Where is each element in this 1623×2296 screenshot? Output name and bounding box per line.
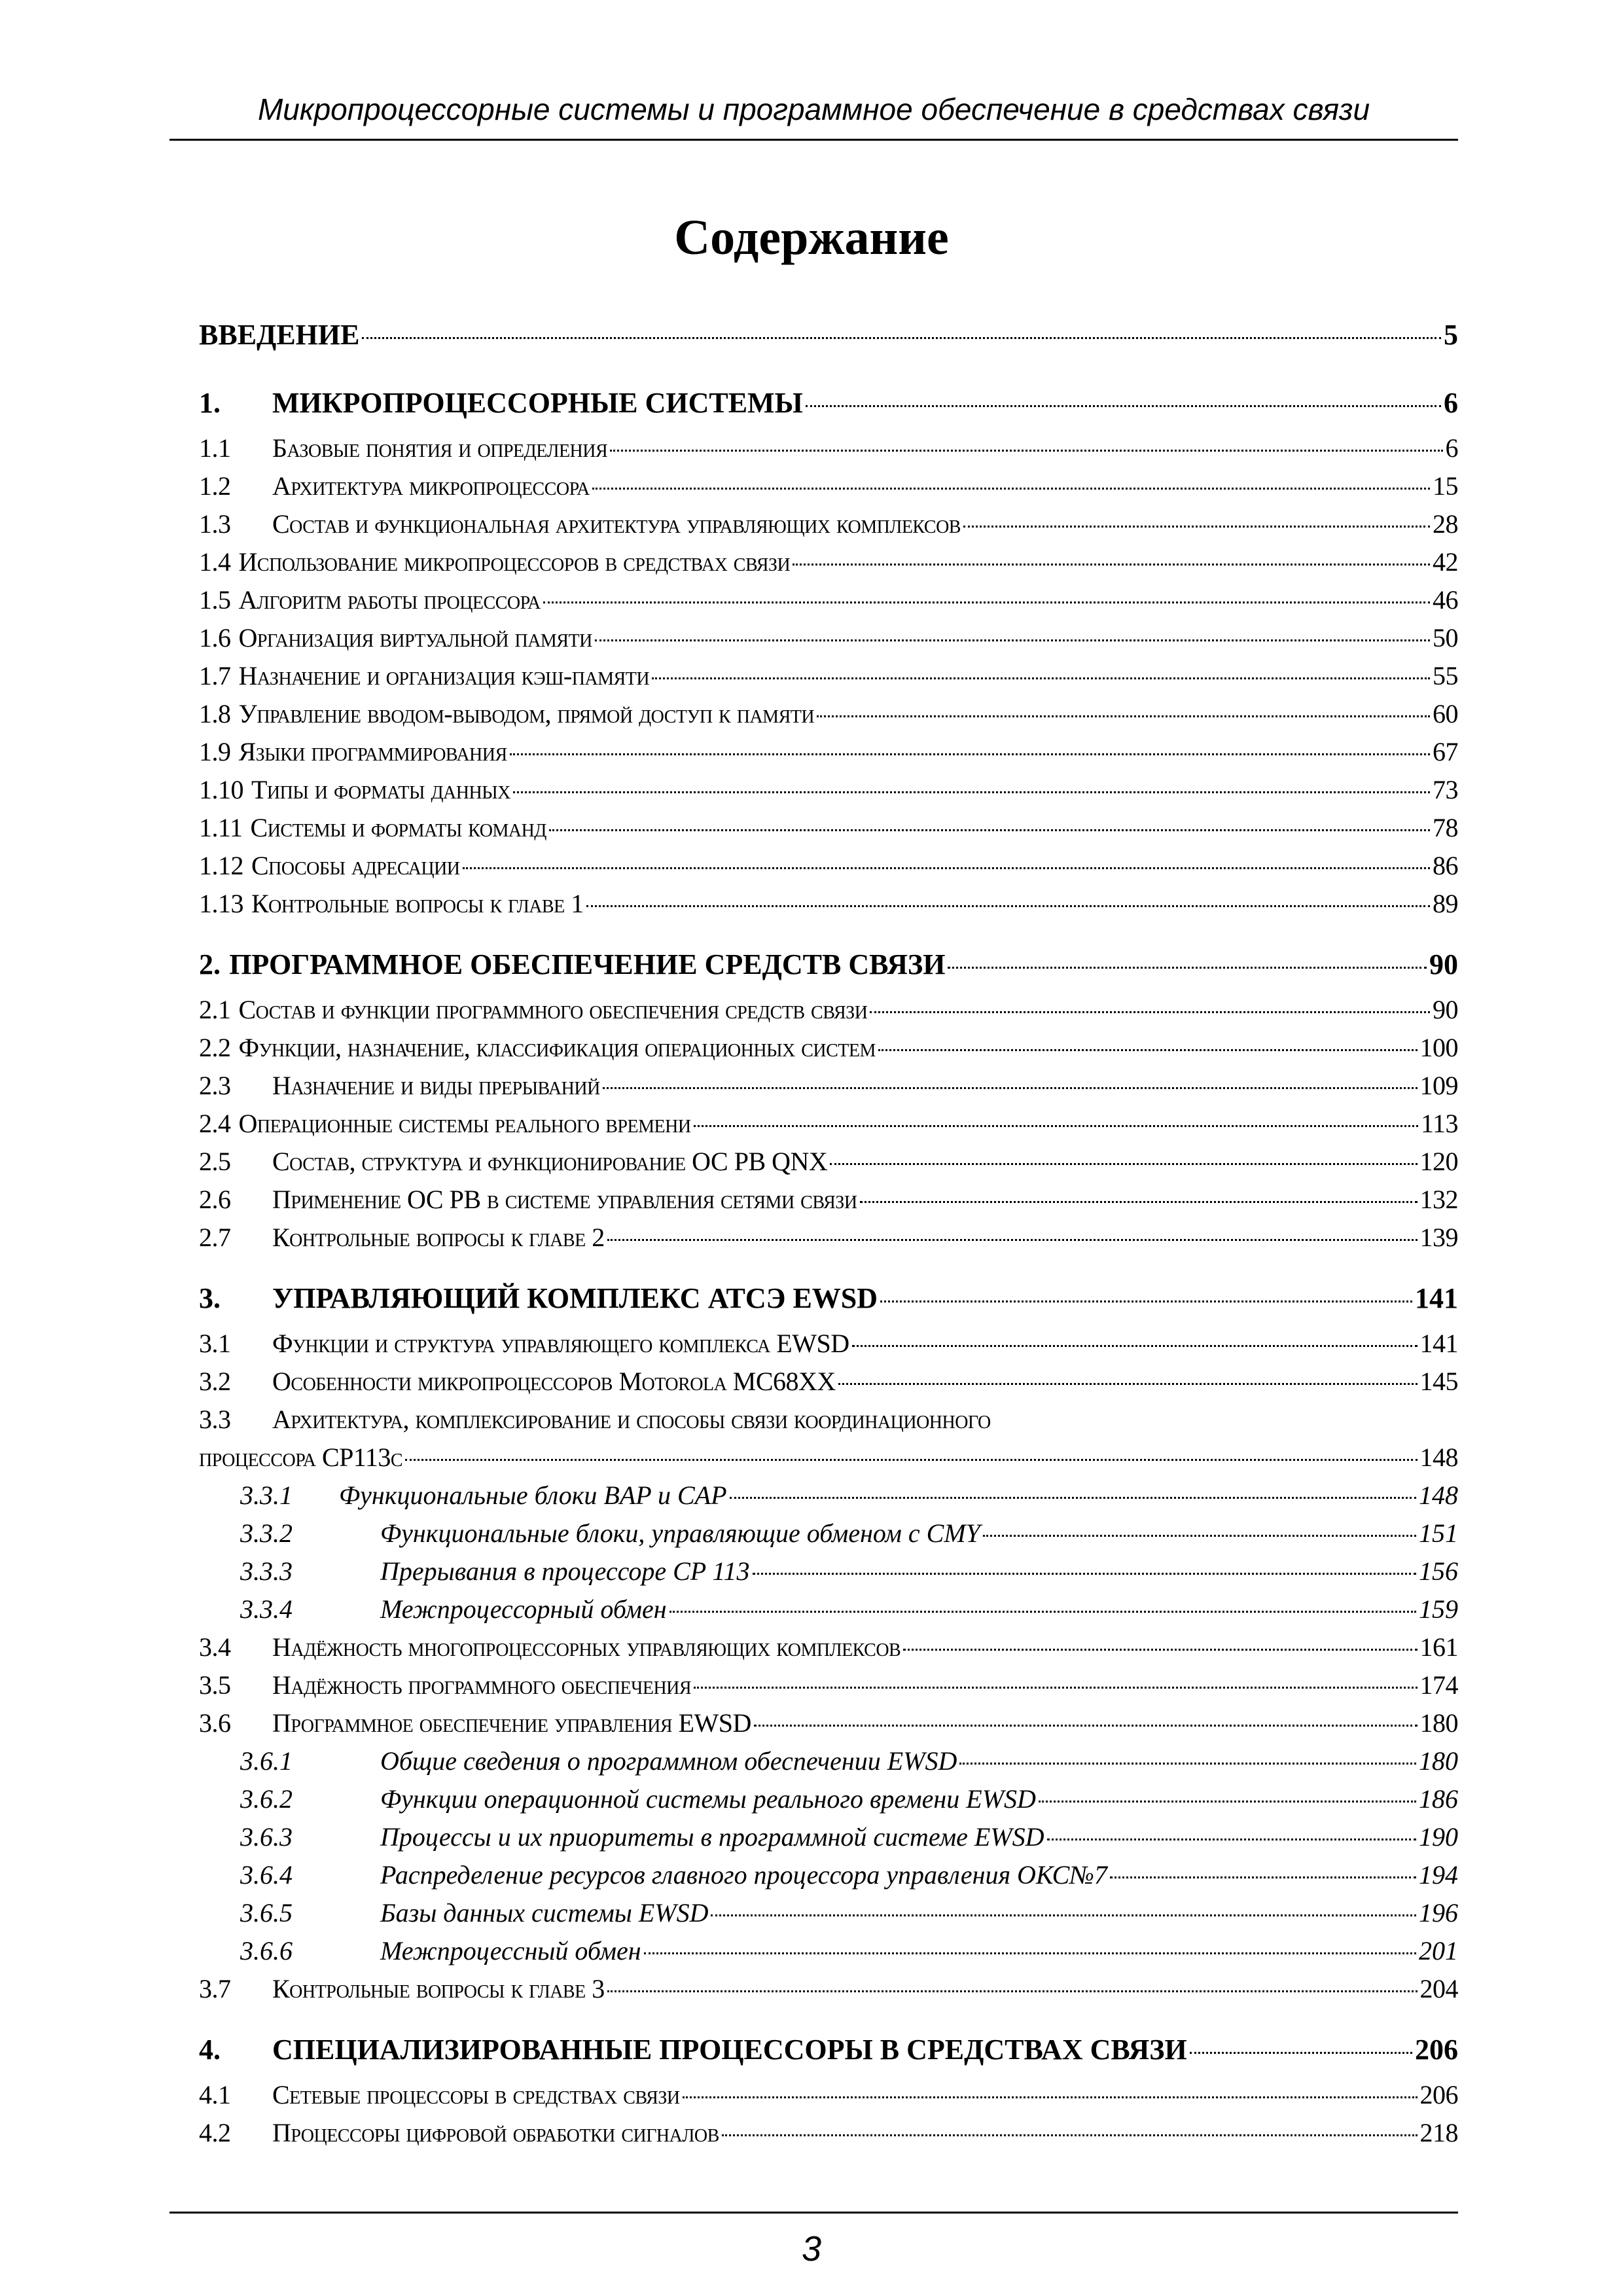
toc-entry[interactable] (199, 1552, 1458, 1590)
toc-entry-number: 3.6.1 (240, 1746, 293, 1776)
toc-entry-page: 60 (1433, 699, 1458, 728)
toc-entry[interactable] (199, 429, 1458, 467)
toc-entry-page: 113 (1420, 1109, 1458, 1138)
toc-entry-number: 3.2 (199, 1367, 231, 1396)
toc-entry-page: 86 (1433, 851, 1458, 880)
toc-entry[interactable] (199, 1363, 1458, 1401)
toc-entry-title: Общие сведения о программном обеспечении EWSD (380, 1746, 957, 1776)
toc-entry-page: 5 (1444, 319, 1458, 351)
toc-entry-page: 100 (1419, 1033, 1458, 1062)
toc-entry-number: 2.1 (199, 995, 231, 1024)
toc-entry-number: 2.7 (199, 1223, 231, 1252)
dot-leader (603, 1087, 1418, 1089)
dot-leader (963, 526, 1430, 528)
toc-entry[interactable] (199, 657, 1458, 695)
toc-entry[interactable] (199, 1181, 1458, 1219)
dot-leader (694, 1125, 1418, 1127)
toc-entry-number: 3.6 (199, 1708, 231, 1738)
toc-entry-number: 3.3.1 (240, 1480, 293, 1510)
toc-entry-title-continuation: процессора CP113c (199, 1443, 403, 1472)
toc-entry-number: 3.7 (199, 1974, 231, 2003)
toc-entry-number: 4.1 (199, 2080, 231, 2109)
toc-entry[interactable] (199, 377, 1458, 429)
dot-leader (644, 1952, 1416, 1954)
header-rule (169, 139, 1458, 141)
toc-entry[interactable] (199, 619, 1458, 657)
toc-entry-page: 6 (1444, 387, 1458, 419)
dot-leader (463, 867, 1430, 869)
toc-entry-title: ПРОГРАММНОЕ ОБЕСПЕЧЕНИЕ СРЕДСТВ СВЯЗИ (229, 948, 946, 980)
dot-leader (880, 1300, 1412, 1302)
toc-entry-number: 3.6.6 (240, 1936, 293, 1965)
dot-leader (513, 791, 1430, 793)
toc-entry-number: 1. (199, 387, 221, 419)
toc-entry-title: Архитектура, комплексирование и способы связи координационного (272, 1405, 991, 1434)
toc-entry-title: Надёжность многопроцессорных управляющих комплексов (272, 1632, 901, 1662)
toc-entry-number: 2. (199, 948, 221, 980)
toc-entry-number: 2.6 (199, 1185, 231, 1214)
toc-entry[interactable] (199, 581, 1458, 619)
toc-entry-title: Процессы и их приоритеты в программной системе EWSD (380, 1822, 1044, 1852)
toc-entry-title: Функциональные блоки BAP и CAP (339, 1480, 727, 1510)
toc-entry-number: 2.4 (199, 1109, 231, 1138)
toc-entry-number: 1.5 (199, 585, 231, 615)
toc-entry-number: 3.6.4 (240, 1860, 293, 1890)
toc-entry-page: 46 (1433, 585, 1458, 615)
toc-entry-title: Алгоритм работы процессора (238, 585, 541, 615)
toc-entry-title: Способы адресации (251, 851, 460, 880)
dot-leader (830, 1163, 1417, 1165)
toc-entry-title: ВВЕДЕНИЕ (199, 319, 360, 351)
toc-entry-title: Программное обеспечение управления EWSD (272, 1708, 751, 1738)
toc-entry-title: Применение ОС РВ в системе управления сетями связи (272, 1185, 857, 1214)
dot-leader (543, 601, 1430, 603)
dot-leader (694, 1687, 1417, 1689)
dot-leader (595, 639, 1430, 641)
toc-entry[interactable] (199, 309, 1458, 361)
toc-entry-page: 141 (1419, 1329, 1458, 1358)
dot-leader (711, 1914, 1416, 1916)
toc-entry-title: Сетевые процессоры в средствах связи (272, 2080, 680, 2109)
toc-entry[interactable] (199, 1932, 1458, 1970)
toc-entry-page: 78 (1433, 813, 1458, 842)
dot-leader (870, 1011, 1430, 1013)
dot-leader (607, 1239, 1418, 1241)
toc-entry-title: Прерывания в процессоре CP 113 (380, 1556, 750, 1586)
toc-entry-title: Состав и функциональная архитектура управляющих комплексов (272, 509, 961, 539)
toc-entry[interactable] (199, 505, 1458, 543)
toc-entry-number: 1.11 (199, 813, 243, 842)
toc-entry-title: Надёжность программного обеспечения (272, 1670, 692, 1700)
toc-entry-page: 180 (1419, 1708, 1458, 1738)
toc-entry[interactable] (199, 1666, 1458, 1704)
toc-entry[interactable] (199, 771, 1458, 809)
toc-entry-number: 3.3 (199, 1405, 231, 1434)
toc-entry-page: 151 (1419, 1518, 1458, 1548)
toc-entry-title: УПРАВЛЯЮЩИЙ КОМПЛЕКС АТСЭ EWSD (272, 1282, 878, 1314)
toc-entry-number: 1.13 (199, 889, 243, 918)
running-head: Микропроцессорные системы и программное обеспечение в средствах связи (257, 92, 1370, 126)
toc-entry[interactable] (199, 1970, 1458, 2008)
toc-entry-page: 186 (1419, 1784, 1458, 1814)
toc-entry-title: Использование микропроцессоров в средствах связи (238, 547, 791, 577)
table-of-contents (199, 309, 1458, 2152)
dot-leader (1110, 1876, 1416, 1878)
toc-entry-page: 190 (1419, 1822, 1458, 1852)
toc-entry-number: 1.3 (199, 509, 231, 539)
toc-entry-page: 206 (1415, 2034, 1458, 2066)
toc-entry[interactable] (199, 2114, 1458, 2152)
toc-entry-number: 3.1 (199, 1329, 231, 1358)
dot-leader (838, 1383, 1418, 1385)
toc-entry-title: Межпроцессный обмен (380, 1936, 641, 1965)
dot-leader (730, 1497, 1416, 1499)
dot-leader (817, 715, 1430, 717)
toc-entry-page: 161 (1419, 1632, 1458, 1662)
toc-entry[interactable] (199, 1029, 1458, 1067)
toc-entry-page: 42 (1433, 547, 1458, 577)
toc-entry[interactable] (199, 467, 1458, 505)
toc-entry-page: 156 (1419, 1556, 1458, 1586)
toc-entry-page: 15 (1433, 471, 1458, 501)
toc-entry-title: Межпроцессорный обмен (380, 1594, 667, 1624)
toc-entry-title: Базовые понятия и определения (272, 433, 608, 463)
toc-entry-title: Управление вводом-выводом, прямой доступ к памяти (238, 699, 815, 728)
toc-entry-title: Назначение и виды прерываний (272, 1071, 600, 1100)
toc-entry-page: 132 (1419, 1185, 1458, 1214)
toc-entry-number: 1.4 (199, 547, 231, 577)
dot-leader (1039, 1801, 1416, 1803)
toc-entry-title: СПЕЦИАЛИЗИРОВАННЫЕ ПРОЦЕССОРЫ В СРЕДСТВАХ СВЯЗИ (272, 2034, 1187, 2066)
toc-entry[interactable] (199, 991, 1458, 1029)
toc-entry-page: 6 (1445, 433, 1458, 463)
toc-entry-title: Состав и функции программного обеспечения средств связи (238, 995, 868, 1024)
dot-leader (549, 829, 1430, 831)
footer-rule (169, 2212, 1458, 2214)
dot-leader (362, 337, 1441, 339)
toc-entry-title: МИКРОПРОЦЕССОРНЫЕ СИСТЕМЫ (272, 387, 803, 419)
toc-entry-title: Процессоры цифровой обработки сигналов (272, 2118, 719, 2147)
toc-entry-title: Контрольные вопросы к главе 1 (251, 889, 584, 918)
toc-entry-number: 3.5 (199, 1670, 231, 1700)
toc-entry[interactable] (199, 1105, 1458, 1143)
toc-entry-title: Системы и форматы команд (250, 813, 546, 842)
toc-entry-page: 28 (1433, 509, 1458, 539)
toc-entry-number: 1.12 (199, 851, 243, 880)
toc-entry-number: 3.6.3 (240, 1822, 293, 1852)
toc-entry[interactable] (199, 1704, 1458, 1742)
dot-leader (860, 1201, 1418, 1203)
toc-entry-title: Языки программирования (238, 737, 507, 766)
toc-entry-page: 196 (1419, 1898, 1458, 1928)
toc-entry-page: 159 (1419, 1594, 1458, 1624)
toc-entry[interactable] (199, 1590, 1458, 1628)
dot-leader (1047, 1839, 1417, 1840)
toc-entry-title: Назначение и организация кэш-памяти (238, 661, 650, 691)
dot-leader (793, 564, 1430, 565)
toc-entry-number: 3.6.2 (240, 1784, 293, 1814)
toc-entry[interactable] (199, 1219, 1458, 1257)
page-title: Содержание (674, 210, 949, 265)
toc-entry[interactable] (199, 1401, 1458, 1439)
toc-entry-number: 1.10 (199, 775, 243, 804)
toc-entry-title: Операционные системы реального времени (238, 1109, 691, 1138)
dot-leader (652, 677, 1430, 679)
toc-entry[interactable] (199, 847, 1458, 885)
toc-entry-number: 4. (199, 2034, 221, 2066)
toc-entry[interactable] (199, 1856, 1458, 1894)
toc-entry[interactable] (199, 2076, 1458, 2114)
dot-leader (959, 1763, 1416, 1765)
toc-entry[interactable] (199, 885, 1458, 923)
toc-entry-title: Функциональные блоки, управляющие обменом с CMY (380, 1518, 980, 1548)
toc-entry-page: 67 (1433, 737, 1458, 766)
toc-entry-title: Распределение ресурсов главного процессора управления ОКС№7 (380, 1860, 1108, 1890)
toc-entry-page: 145 (1419, 1367, 1458, 1396)
dot-leader (948, 967, 1427, 969)
toc-entry-number: 3.6.5 (240, 1898, 293, 1928)
toc-entry-title: Состав, структура и функционирование ОС РВ QNX (272, 1147, 828, 1176)
toc-entry-title: Функции операционной системы реального времени EWSD (380, 1784, 1036, 1814)
toc-entry[interactable] (199, 1272, 1458, 1325)
dot-leader (610, 450, 1442, 452)
dot-leader (852, 1345, 1418, 1347)
dot-leader (586, 905, 1430, 907)
toc-entry-title: Типы и форматы данных (251, 775, 510, 804)
toc-entry[interactable] (199, 1143, 1458, 1181)
toc-entry-page: 204 (1419, 1974, 1458, 2003)
dot-leader (683, 2096, 1418, 2098)
toc-entry-number: 3.3.2 (240, 1518, 293, 1548)
toc-entry-number: 2.2 (199, 1033, 231, 1062)
toc-entry-title: Базы данных системы EWSD (380, 1898, 709, 1928)
toc-entry-page: 148 (1419, 1443, 1458, 1472)
toc-entry-page: 194 (1419, 1860, 1458, 1890)
toc-entry[interactable] (199, 695, 1458, 733)
toc-entry-title: Архитектура микропроцессора (272, 471, 590, 501)
dot-leader (669, 1611, 1416, 1613)
toc-entry-page: 55 (1433, 661, 1458, 691)
dot-leader (878, 1049, 1418, 1051)
toc-entry-page: 73 (1433, 775, 1458, 804)
toc-entry-number: 2.5 (199, 1147, 231, 1176)
dot-leader (722, 2134, 1418, 2136)
toc-entry-number: 4.2 (199, 2118, 231, 2147)
toc-entry-page: 90 (1433, 995, 1458, 1024)
toc-entry-continuation[interactable] (199, 1439, 1458, 1477)
toc-entry[interactable] (199, 1894, 1458, 1932)
toc-entry-title: Организация виртуальной памяти (238, 623, 592, 653)
toc-entry-title: Контрольные вопросы к главе 3 (272, 1974, 605, 2003)
toc-entry-page: 174 (1419, 1670, 1458, 1700)
dot-leader (983, 1535, 1416, 1537)
toc-entry-number: 1.7 (199, 661, 231, 691)
toc-entry[interactable] (199, 2024, 1458, 2076)
dot-leader (592, 488, 1430, 490)
toc-entry[interactable] (199, 1742, 1458, 1780)
toc-entry-page: 120 (1419, 1147, 1458, 1176)
toc-entry-title: Особенности микропроцессоров Motorola MC68XX (272, 1367, 836, 1396)
toc-entry[interactable] (199, 543, 1458, 581)
toc-entry[interactable] (199, 1628, 1458, 1666)
dot-leader (753, 1573, 1416, 1575)
toc-entry[interactable] (199, 1325, 1458, 1363)
dot-leader (806, 405, 1441, 407)
toc-entry-page: 90 (1429, 948, 1458, 980)
toc-entry[interactable] (199, 1780, 1458, 1818)
toc-entry-page: 201 (1419, 1936, 1458, 1965)
toc-entry[interactable] (199, 1818, 1458, 1856)
toc-entry-page: 206 (1419, 2080, 1458, 2109)
dot-leader (754, 1725, 1418, 1727)
dot-leader (607, 1990, 1418, 1992)
toc-entry-page: 89 (1433, 889, 1458, 918)
toc-entry-number: 3.3.4 (240, 1594, 293, 1624)
toc-entry-page: 139 (1419, 1223, 1458, 1252)
toc-entry-page: 218 (1419, 2118, 1458, 2147)
toc-entry-title: Функции и структура управляющего комплекса EWSD (272, 1329, 849, 1358)
toc-entry-number: 1.6 (199, 623, 231, 653)
toc-entry-number: 1.2 (199, 471, 231, 501)
dot-leader (903, 1649, 1417, 1651)
toc-entry[interactable] (199, 1067, 1458, 1105)
toc-entry-number: 3.3.3 (240, 1556, 293, 1586)
toc-entry-number: 1.8 (199, 699, 231, 728)
toc-entry[interactable] (199, 1477, 1458, 1515)
dot-leader (1190, 2052, 1412, 2054)
toc-entry-title: Функции, назначение, классификация операционных систем (238, 1033, 876, 1062)
dot-leader (405, 1459, 1417, 1461)
toc-entry-page: 141 (1415, 1282, 1458, 1314)
toc-entry-number: 1.1 (199, 433, 231, 463)
toc-entry-number: 3. (199, 1282, 221, 1314)
page-number: 3 (801, 2229, 822, 2269)
toc-entry[interactable] (199, 809, 1458, 847)
toc-entry-page: 50 (1433, 623, 1458, 653)
toc-entry-number: 3.4 (199, 1632, 231, 1662)
toc-entry[interactable] (199, 939, 1458, 991)
dot-leader (510, 753, 1430, 755)
toc-entry[interactable] (199, 733, 1458, 771)
toc-entry-page: 148 (1419, 1480, 1458, 1510)
toc-entry-number: 2.3 (199, 1071, 231, 1100)
toc-entry-page: 180 (1419, 1746, 1458, 1776)
toc-entry-page: 109 (1419, 1071, 1458, 1100)
toc-entry-title: Контрольные вопросы к главе 2 (272, 1223, 605, 1252)
toc-entry-number: 1.9 (199, 737, 231, 766)
toc-entry[interactable] (199, 1515, 1458, 1552)
